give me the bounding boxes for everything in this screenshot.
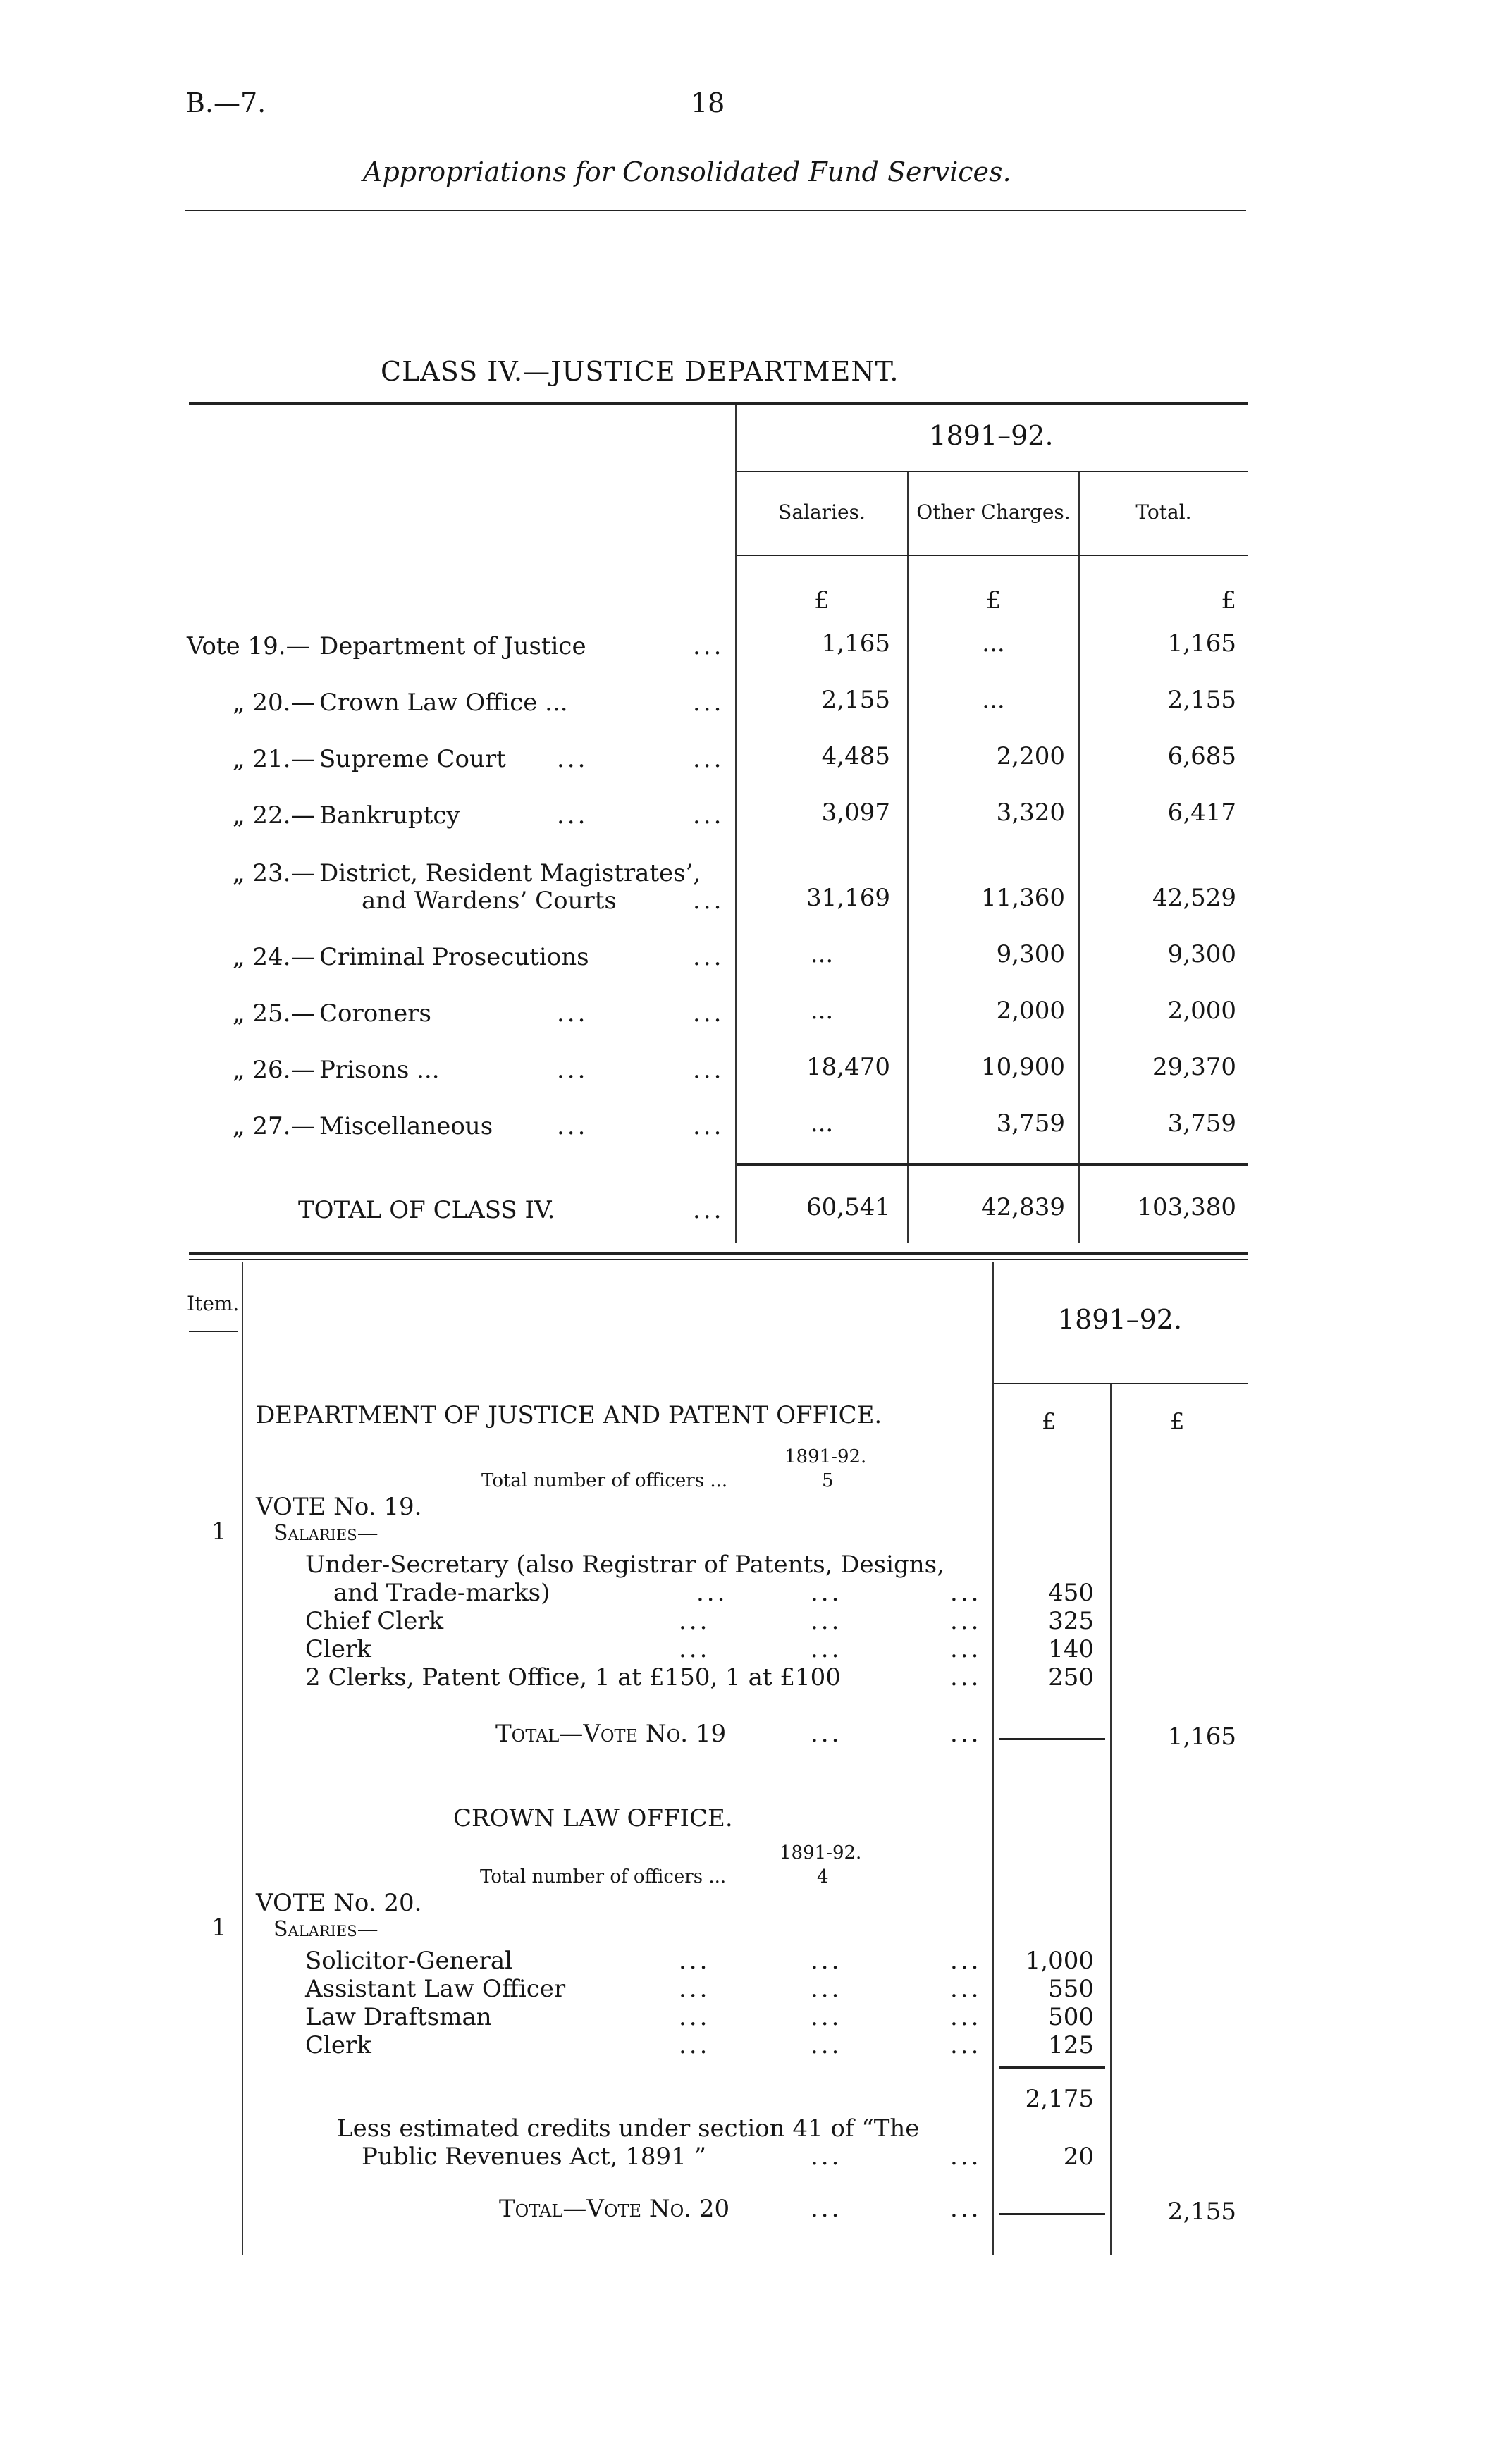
summary-top-rule <box>189 402 1248 405</box>
leader-dots: ... <box>950 1635 982 1663</box>
summary-colhead-rule <box>737 555 1248 556</box>
summary-row-dots: ... <box>557 801 589 830</box>
leader-dots: ... <box>950 1720 982 1748</box>
summary-row-label: District, Resident Magistrates’, <box>319 859 701 887</box>
salary-line-amount: 450 <box>1048 1579 1094 1607</box>
summary-row-dots: ... <box>693 1056 725 1084</box>
currency-total: £ <box>1221 586 1236 615</box>
officers-count: 5 <box>822 1470 834 1491</box>
summary-row-other: 3,759 <box>996 1109 1065 1138</box>
summary-total-salaries: 60,541 <box>806 1193 890 1221</box>
summary-row-prefix: „ 23.— <box>233 859 315 887</box>
item-column-header: Item. <box>187 1292 240 1315</box>
summary-row-dots: ... <box>693 745 725 773</box>
leader-dots: ... <box>950 1975 982 2003</box>
summary-row-label-continued: and Wardens’ Courts <box>362 887 617 915</box>
summary-row-dots: ... <box>693 943 725 971</box>
salary-line-label: Law Draftsman <box>305 2003 492 2031</box>
leader-dots: ... <box>811 2143 842 2171</box>
leader-dots: ... <box>679 1635 710 1663</box>
summary-row-total: 2,155 <box>1167 686 1236 714</box>
summary-row-total: 42,529 <box>1152 884 1236 912</box>
summary-row-salaries: 18,470 <box>806 1053 890 1081</box>
summary-row-salaries: ... <box>810 1109 834 1138</box>
item-header-rule <box>189 1331 238 1332</box>
officers-year: 1891-92. <box>784 1446 867 1467</box>
leader-dots: ... <box>950 1579 982 1607</box>
salary-line-label-continued: and Trade-marks) <box>333 1579 550 1607</box>
less-credits-label: Less estimated credits under section 41 of “The <box>337 2114 920 2143</box>
leader-dots: ... <box>950 1663 982 1692</box>
summary-total-other: 42,839 <box>981 1193 1065 1221</box>
officers-label: Total number of officers ... <box>480 1866 727 1887</box>
summary-year-rule <box>737 471 1248 472</box>
summary-row-prefix: „ 27.— <box>233 1112 315 1140</box>
summary-row-dots: ... <box>693 689 725 717</box>
detail-currency-2: £ <box>1170 1408 1185 1435</box>
detail-currency-1: £ <box>1042 1408 1057 1435</box>
vote-total-rule <box>999 1738 1105 1740</box>
summary-heading: CLASS IV.—JUSTICE DEPARTMENT. <box>381 356 899 387</box>
officers-year: 1891-92. <box>780 1842 862 1864</box>
leader-dots: ... <box>679 1607 710 1635</box>
vote-total-label: Total—Vote No. 20 <box>499 2195 730 2223</box>
summary-row-dots: ... <box>693 632 725 660</box>
summary-row-dots: ... <box>693 1196 725 1224</box>
summary-total-label: TOTAL OF CLASS IV. <box>298 1196 555 1224</box>
summary-row-label: Bankruptcy <box>319 801 460 830</box>
summary-row-label: Coroners <box>319 999 431 1028</box>
leader-dots: ... <box>811 2003 842 2031</box>
detail-year-rule <box>994 1383 1248 1384</box>
summary-row-dots: ... <box>693 801 725 830</box>
summary-row-other: ... <box>982 629 1005 658</box>
vote-total-amount: 1,165 <box>1167 1723 1236 1751</box>
summary-row-dots: ... <box>557 1056 589 1084</box>
leader-dots: ... <box>950 1607 982 1635</box>
summary-row-label: Crown Law Office ... <box>319 689 568 717</box>
salary-line-label: Clerk <box>305 2031 371 2059</box>
leader-dots: ... <box>950 2031 982 2059</box>
leader-dots: ... <box>811 1947 842 1975</box>
salary-line-label: Clerk <box>305 1635 371 1663</box>
salary-line-amount: 500 <box>1048 2003 1094 2031</box>
vote-total-amount: 2,155 <box>1167 2198 1236 2226</box>
leader-dots: ... <box>950 2003 982 2031</box>
summary-row-salaries: 1,165 <box>821 629 890 658</box>
summary-row-dots: ... <box>693 887 725 915</box>
summary-row-prefix: Vote 19.— <box>187 632 310 660</box>
leader-dots: ... <box>950 2195 982 2223</box>
summary-row-other: ... <box>982 686 1005 714</box>
summary-row-label: Department of Justice <box>319 632 586 660</box>
summary-row-dots: ... <box>693 999 725 1028</box>
summary-row-dots: ... <box>693 1112 725 1140</box>
leader-dots: ... <box>679 2003 710 2031</box>
officers-count: 4 <box>817 1866 829 1887</box>
summary-row-total: 9,300 <box>1167 940 1236 968</box>
summary-row-total: 6,685 <box>1167 742 1236 770</box>
salary-line-amount: 250 <box>1048 1663 1094 1692</box>
summary-row-dots: ... <box>557 1112 589 1140</box>
leader-dots: ... <box>811 1635 842 1663</box>
summary-row-salaries: 4,485 <box>821 742 890 770</box>
salary-line-label: Solicitor-General <box>305 1947 512 1975</box>
item-number: 1 <box>211 1517 227 1546</box>
summary-row-label: Prisons ... <box>319 1056 440 1084</box>
salary-line-amount: 1,000 <box>1025 1947 1094 1975</box>
leader-dots: ... <box>950 2143 982 2171</box>
subtotal-rule <box>999 2066 1105 2069</box>
summary-row-other: 9,300 <box>996 940 1065 968</box>
summary-total-total: 103,380 <box>1137 1193 1236 1221</box>
summary-row-prefix: „ 22.— <box>233 801 315 830</box>
col-header-other-charges: Other Charges. <box>916 500 1071 524</box>
leader-dots: ... <box>679 2031 710 2059</box>
col-header-salaries: Salaries. <box>778 500 866 524</box>
item-number: 1 <box>211 1914 227 1942</box>
page-number: 18 <box>691 87 725 118</box>
summary-row-prefix: „ 21.— <box>233 745 315 773</box>
leader-dots: ... <box>811 2195 842 2223</box>
leader-dots: ... <box>811 1975 842 2003</box>
currency-other: £ <box>985 586 1002 615</box>
summary-row-other: 3,320 <box>996 799 1065 827</box>
leader-dots: ... <box>811 1720 842 1748</box>
document-code: B.—7. <box>185 87 266 118</box>
leader-dots: ... <box>811 1607 842 1635</box>
salary-line-amount: 325 <box>1048 1607 1094 1635</box>
currency-salaries: £ <box>814 586 830 615</box>
summary-row-salaries: ... <box>810 997 834 1025</box>
summary-row-salaries: 3,097 <box>821 799 890 827</box>
summary-row-salaries: 2,155 <box>821 686 890 714</box>
summary-row-dots: ... <box>557 745 589 773</box>
leader-dots: ... <box>950 1947 982 1975</box>
col-header-total: Total. <box>1135 500 1192 524</box>
summary-row-prefix: „ 26.— <box>233 1056 315 1084</box>
summary-row-prefix: „ 24.— <box>233 943 315 971</box>
salary-line-amount: 140 <box>1048 1635 1094 1663</box>
section-heading-justice: DEPARTMENT OF JUSTICE AND PATENT OFFICE. <box>256 1401 882 1429</box>
subtotal-amount: 2,175 <box>1025 2085 1094 2113</box>
salary-line-label: Chief Clerk <box>305 1607 444 1635</box>
salary-line-amount: 550 <box>1048 1975 1094 2003</box>
leader-dots: ... <box>679 1947 710 1975</box>
leader-dots: ... <box>811 2031 842 2059</box>
less-credits-label-continued: Public Revenues Act, 1891 ” <box>362 2143 706 2171</box>
salary-line-label: Under-Secretary (also Registrar of Patents, Designs, <box>305 1551 944 1579</box>
detail-amount-divider-2 <box>1110 1383 1112 2255</box>
summary-row-label: Criminal Prosecutions <box>319 943 589 971</box>
detail-item-divider <box>242 1262 243 2255</box>
vote-number: VOTE No. 20. <box>256 1889 422 1917</box>
summary-total-rule <box>737 1163 1248 1166</box>
salary-line-label: 2 Clerks, Patent Office, 1 at £150, 1 at £100 <box>305 1663 841 1692</box>
summary-row-total: 3,759 <box>1167 1109 1236 1138</box>
summary-row-total: 1,165 <box>1167 629 1236 658</box>
salary-line-amount: 125 <box>1048 2031 1094 2059</box>
summary-row-total: 6,417 <box>1167 799 1236 827</box>
leader-dots: ... <box>696 1579 728 1607</box>
summary-row-salaries: ... <box>810 940 834 968</box>
salaries-label: Salaries— <box>273 1917 378 1942</box>
vote-total-label: Total—Vote No. 19 <box>495 1720 727 1748</box>
detail-year: 1891–92. <box>1057 1304 1183 1335</box>
vote-total-rule <box>999 2213 1105 2215</box>
section-heading-crown-law: CROWN LAW OFFICE. <box>453 1804 733 1832</box>
running-title: Appropriations for Consolidated Fund Services. <box>363 156 1011 187</box>
header-rule <box>185 210 1246 211</box>
summary-row-prefix: „ 20.— <box>233 689 315 717</box>
section-double-rule-top <box>189 1252 1248 1255</box>
summary-row-prefix: „ 25.— <box>233 999 315 1028</box>
vote-number: VOTE No. 19. <box>256 1493 422 1521</box>
summary-row-total: 29,370 <box>1152 1053 1236 1081</box>
officers-label: Total number of officers ... <box>481 1470 728 1491</box>
summary-row-other: 10,900 <box>981 1053 1065 1081</box>
summary-row-other: 11,360 <box>981 884 1065 912</box>
summary-row-other: 2,200 <box>996 742 1065 770</box>
less-credits-amount: 20 <box>1063 2143 1094 2171</box>
summary-year: 1891–92. <box>929 420 1054 451</box>
summary-row-label: Miscellaneous <box>319 1112 493 1140</box>
summary-row-other: 2,000 <box>996 997 1065 1025</box>
section-double-rule-bottom <box>189 1259 1248 1260</box>
summary-row-dots: ... <box>557 999 589 1028</box>
leader-dots: ... <box>811 1579 842 1607</box>
summary-row-total: 2,000 <box>1167 997 1236 1025</box>
summary-row-label: Supreme Court <box>319 745 506 773</box>
salaries-label: Salaries— <box>273 1521 378 1546</box>
leader-dots: ... <box>679 1975 710 2003</box>
salary-line-label: Assistant Law Officer <box>305 1975 566 2003</box>
summary-row-salaries: 31,169 <box>806 884 890 912</box>
